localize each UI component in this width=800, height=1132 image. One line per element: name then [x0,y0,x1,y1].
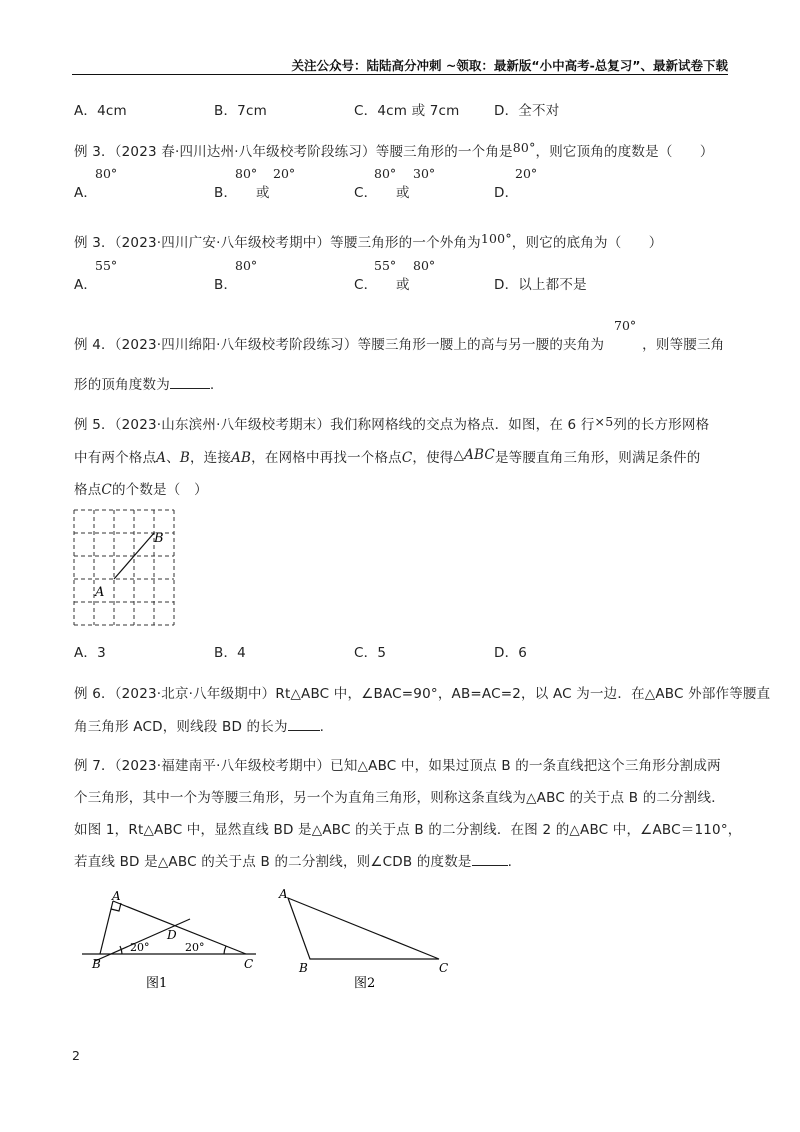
option-c-value: 80° [413,258,436,273]
point-c: C [101,482,112,498]
stem-text: ，则等腰三角 [642,337,725,353]
stem-text: 例 4．（2023·四川绵阳·八年级校考阶段练习）等腰三角形一腰上的高与另一腰的夹角为 [74,337,605,353]
figure-2 [276,884,456,996]
option-b-value: 80° [235,166,258,181]
segment-ab: AB [231,450,252,466]
label-b: B [299,961,308,975]
angle-label: 20° [185,941,205,954]
question-stem [74,231,663,251]
question-line: 个三角形，其中一个为等腰三角形，另一个为直角三角形，则称这条直线为△ABC 的关于点 B 的二分割线． [74,790,725,806]
stem-text: ，则它顶角的度数是（ ） [535,144,714,160]
option-c: C．5 [354,645,387,661]
option-d: D．全不对 [494,103,560,119]
option-a: A．3 [74,645,106,661]
option-c-or: 或 [396,277,410,293]
option-c-label: C． [354,185,378,201]
option-d: D．以上都不是 [494,277,587,293]
option-c: C．4cm 或 7cm [354,103,460,119]
option-c-value: 30° [413,166,436,181]
option-d: D．6 [494,645,528,661]
option-b-or: 或 [256,185,270,201]
label-a: A [95,585,105,600]
stem-text: 若直线 BD 是△ABC 的关于点 B 的二分割线，则∠CDB 的度数是 [74,854,472,870]
option-d-value: 20° [515,166,538,181]
stem-text: . [507,854,513,870]
option-a-value: 80° [95,166,118,181]
answer-blank[interactable] [170,376,210,389]
point-c: C [401,450,413,466]
page-header: 关注公众号：陆陆高分冲刺 ~领取：最新版“小中高考-总复习”、最新试卷下载 [291,58,728,73]
option-b: B．4 [214,645,246,661]
option-b-value: 20° [273,166,296,181]
option-a-value: 55° [95,258,118,273]
question-line [74,478,208,498]
question-stem [74,333,724,353]
figure-caption: 图2 [354,976,376,991]
angle-arc-c [224,946,226,954]
stem-text: 列的长方形网格 [613,417,710,433]
stem-text: 、 [166,450,180,466]
option-b: B．7cm [214,103,267,119]
triangle-abc [288,898,439,959]
figure-1 [78,888,268,993]
label-c: C [244,957,254,971]
stem-text: 角三角形 ACD，则线段 BD 的长为 [74,719,288,735]
label-c: C [439,961,449,975]
question-stem: 例 7．（2023·福建南平·八年级校考期中）已知△ABC 中，如果过顶点 B 的一条直线把这个三角形分割成两 [74,758,721,774]
header-rule [72,74,728,75]
stem-text: ，连接 [189,450,232,466]
label-a: A [112,889,121,903]
point-a: A [156,450,167,466]
label-a: A [279,887,288,901]
stem-text: 例 3．（2023 春·四川达州·八年级校考阶段练习）等腰三角形的一个角是 [74,144,513,160]
grid-figure [70,500,190,630]
label-b: B [92,957,101,971]
point-b: B [179,450,190,466]
option-a-label: A． [74,185,98,201]
option-b-value: 80° [235,258,258,273]
option-c-value: 80° [374,166,397,181]
option-d-label: D． [494,185,519,201]
angle-value: 70° [614,318,637,333]
stem-text: 形的顶角度数为 [74,377,170,393]
option-c-or: 或 [396,185,410,201]
stem-text: . [209,377,215,393]
angle-value: 80° [512,140,536,155]
question-stem [74,413,709,433]
angle-label: 20° [130,941,150,954]
question-line [74,446,700,466]
stem-text: 例 5．（2023·山东滨州·八年级校考期末）我们称网格线的交点为格点．如图，在 6 行 [74,417,595,433]
option-a: A．4cm [74,103,127,119]
answer-blank[interactable] [472,853,508,866]
stem-text: 的个数是（ ） [111,482,208,498]
stem-text: 格点 [74,482,102,498]
option-b-label: B． [214,277,238,293]
question-line [74,850,512,870]
option-b-label: B． [214,185,238,201]
stem-text: 中有两个格点 [74,450,157,466]
stem-text: . [319,719,325,735]
label-d: D [167,928,177,942]
stem-text: 是等腰直角三角形，则满足条件的 [494,450,701,466]
question-stem [74,140,714,160]
stem-text: ，在网格中再找一个格点 [251,450,402,466]
page-number: 2 [72,1048,80,1063]
question-line [74,715,324,735]
stem-text: ，则它的底角为（ ） [511,235,663,251]
option-c-value: 55° [374,258,397,273]
stem-text: 例 3．（2023·四川广安·八年级校考期中）等腰三角形的一个外角为 [74,235,481,251]
angle-value: 100° [480,231,512,246]
option-c-label: C． [354,277,378,293]
figure-caption: 图1 [146,976,168,991]
triangle-abc: △ABC [453,447,495,463]
question-line: 如图 1，Rt△ABC 中，显然直线 BD 是△ABC 的关于点 B 的二分割线．在图 2 的△ABC 中，∠ABC＝110°， [74,822,742,838]
option-a-label: A． [74,277,98,293]
stem-text: ，使得 [412,450,454,466]
question-stem: 例 6．（2023·北京·八年级期中）Rt△ABC 中，∠BAC=90°，AB=AC=2，以 AC 为一边．在△ABC 外部作等腰直 [74,686,771,702]
answer-blank[interactable] [288,718,320,731]
question-line [74,373,214,393]
grid-size: ×5 [594,414,614,429]
label-b: B [154,531,164,546]
